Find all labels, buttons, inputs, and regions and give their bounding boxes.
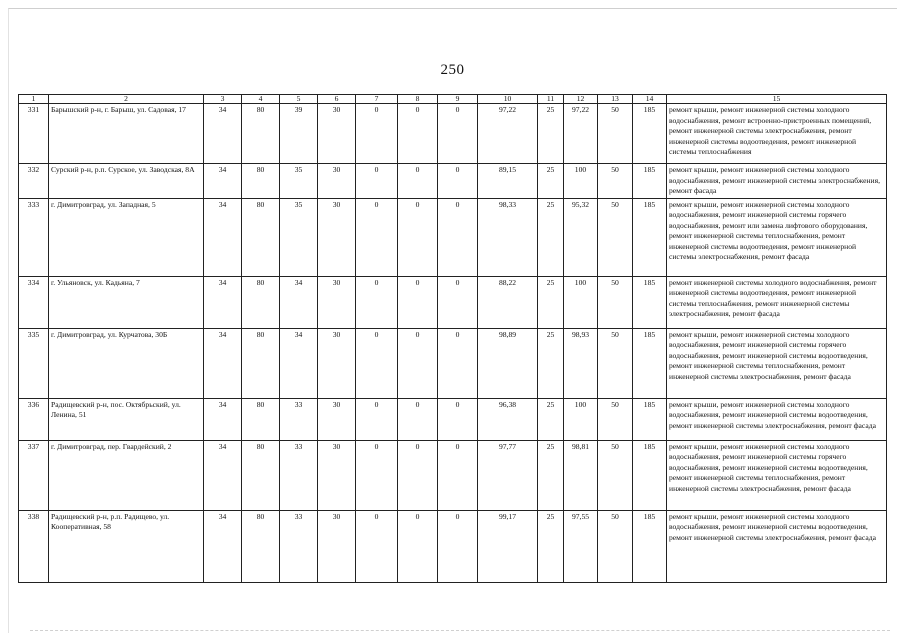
row-number: 337 — [19, 440, 49, 510]
cell-col11: 25 — [538, 398, 564, 440]
row-works: ремонт крыши, ремонт инженерной системы холодного водоснабжения, ремонт инженерной системы водоотведения, ремонт инженерной системы электроснабжения, ремонт фасада — [667, 510, 887, 582]
cell-col4: 80 — [242, 510, 280, 582]
cell-col7: 0 — [356, 164, 398, 199]
cell-col4: 80 — [242, 198, 280, 276]
cell-col10: 98,89 — [478, 328, 538, 398]
column-header: 5 — [280, 95, 318, 104]
cell-col14: 185 — [633, 440, 667, 510]
row-works: ремонт крыши, ремонт инженерной системы холодного водоснабжения, ремонт инженерной системы горячего водоснабжения, ремонт инженерной системы водоотведения, ремонт инженерной системы теплоснабжения, ремонт инженерной системы электроснабжения, ремонт фасада — [667, 328, 887, 398]
cell-col8: 0 — [398, 276, 438, 328]
column-header: 11 — [538, 95, 564, 104]
cell-col8: 0 — [398, 104, 438, 164]
cell-col8: 0 — [398, 510, 438, 582]
cell-col8: 0 — [398, 164, 438, 199]
cell-col10: 99,17 — [478, 510, 538, 582]
column-header: 7 — [356, 95, 398, 104]
cell-col12: 100 — [564, 276, 598, 328]
row-address: Радищевский р-н, р.п. Радищево, ул. Кооперативная, 58 — [49, 510, 204, 582]
row-address: г. Димитровград, пер. Гвардейский, 2 — [49, 440, 204, 510]
cell-col3: 34 — [204, 510, 242, 582]
cell-col12: 100 — [564, 164, 598, 199]
cell-col9: 0 — [438, 510, 478, 582]
cell-col4: 80 — [242, 440, 280, 510]
cell-col3: 34 — [204, 198, 242, 276]
column-header: 1 — [19, 95, 49, 104]
row-works: ремонт крыши, ремонт инженерной системы холодного водоснабжения, ремонт инженерной системы водоотведения, ремонт инженерной системы электроснабжения, ремонт фасада — [667, 398, 887, 440]
cell-col13: 50 — [598, 398, 633, 440]
column-header: 4 — [242, 95, 280, 104]
table-row — [19, 440, 887, 510]
cell-col4: 80 — [242, 104, 280, 164]
cell-col14: 185 — [633, 104, 667, 164]
cell-col3: 34 — [204, 328, 242, 398]
cell-col14: 185 — [633, 276, 667, 328]
column-header: 8 — [398, 95, 438, 104]
cell-col10: 98,33 — [478, 198, 538, 276]
cell-col6: 30 — [318, 398, 356, 440]
table-row — [19, 104, 887, 164]
cell-col9: 0 — [438, 440, 478, 510]
table-row — [19, 398, 887, 440]
row-works: ремонт крыши, ремонт инженерной системы холодного водоснабжения, ремонт встроенно-пристроенных помещений, ремонт инженерной системы электроснабжения, ремонт инженерной системы водоотведения, ремонт инженерной системы теплоснабжения — [667, 104, 887, 164]
cell-col14: 185 — [633, 328, 667, 398]
cell-col10: 89,15 — [478, 164, 538, 199]
row-works: ремонт крыши, ремонт инженерной системы холодного водоснабжения, ремонт инженерной системы электроснабжения, ремонт фасада — [667, 164, 887, 199]
row-works: ремонт крыши, ремонт инженерной системы холодного водоснабжения, ремонт инженерной системы горячего водоснабжения, ремонт инженерной системы водоотведения, ремонт инженерной системы теплоснабжения, ремонт инженерной системы электроснабжения, ремонт фасада — [667, 440, 887, 510]
cell-col4: 80 — [242, 276, 280, 328]
cell-col7: 0 — [356, 104, 398, 164]
cell-col8: 0 — [398, 398, 438, 440]
registry-table — [18, 94, 887, 583]
cell-col6: 30 — [318, 510, 356, 582]
cell-col4: 80 — [242, 398, 280, 440]
cell-col9: 0 — [438, 198, 478, 276]
cell-col13: 50 — [598, 328, 633, 398]
cell-col10: 96,38 — [478, 398, 538, 440]
cell-col13: 50 — [598, 104, 633, 164]
cell-col8: 0 — [398, 198, 438, 276]
cell-col9: 0 — [438, 276, 478, 328]
row-number: 338 — [19, 510, 49, 582]
column-header: 9 — [438, 95, 478, 104]
cell-col7: 0 — [356, 440, 398, 510]
row-number: 336 — [19, 398, 49, 440]
row-address: г. Ульяновск, ул. Кадьяна, 7 — [49, 276, 204, 328]
cell-col5: 33 — [280, 510, 318, 582]
row-number: 333 — [19, 198, 49, 276]
cell-col5: 39 — [280, 104, 318, 164]
cell-col9: 0 — [438, 104, 478, 164]
table-row — [19, 198, 887, 276]
cell-col10: 88,22 — [478, 276, 538, 328]
cell-col6: 30 — [318, 198, 356, 276]
cell-col13: 50 — [598, 440, 633, 510]
cell-col6: 30 — [318, 440, 356, 510]
column-header: 3 — [204, 95, 242, 104]
column-header: 14 — [633, 95, 667, 104]
row-works: ремонт инженерной системы холодного водоснабжения, ремонт инженерной системы водоотведения, ремонт инженерной системы теплоснабжения, ремонт инженерной системы электроснабжения, ремонт фасада — [667, 276, 887, 328]
cell-col3: 34 — [204, 398, 242, 440]
cell-col5: 33 — [280, 398, 318, 440]
cell-col10: 97,77 — [478, 440, 538, 510]
table-row — [19, 164, 887, 199]
column-header: 6 — [318, 95, 356, 104]
cell-col11: 25 — [538, 440, 564, 510]
cell-col8: 0 — [398, 328, 438, 398]
cell-col3: 34 — [204, 440, 242, 510]
cell-col11: 25 — [538, 164, 564, 199]
cell-col6: 30 — [318, 276, 356, 328]
table-row — [19, 276, 887, 328]
row-address: г. Димитровград, ул. Западная, 5 — [49, 198, 204, 276]
cell-col7: 0 — [356, 276, 398, 328]
cell-col6: 30 — [318, 328, 356, 398]
cell-col12: 100 — [564, 398, 598, 440]
cell-col12: 95,32 — [564, 198, 598, 276]
row-address: г. Димитровград, ул. Курчатова, 30Б — [49, 328, 204, 398]
row-number: 332 — [19, 164, 49, 199]
cell-col3: 34 — [204, 276, 242, 328]
cell-col5: 34 — [280, 328, 318, 398]
cell-col5: 35 — [280, 164, 318, 199]
column-header: 10 — [478, 95, 538, 104]
cell-col7: 0 — [356, 510, 398, 582]
cell-col12: 98,93 — [564, 328, 598, 398]
row-address: Барышский р-н, г. Барыш, ул. Садовая, 17 — [49, 104, 204, 164]
cell-col13: 50 — [598, 510, 633, 582]
cell-col5: 33 — [280, 440, 318, 510]
cell-col13: 50 — [598, 198, 633, 276]
column-header: 13 — [598, 95, 633, 104]
page-number: 250 — [440, 62, 465, 78]
cell-col10: 97,22 — [478, 104, 538, 164]
cell-col9: 0 — [438, 328, 478, 398]
cell-col5: 34 — [280, 276, 318, 328]
cell-col11: 25 — [538, 510, 564, 582]
cell-col13: 50 — [598, 164, 633, 199]
cell-col4: 80 — [242, 328, 280, 398]
cell-col12: 98,81 — [564, 440, 598, 510]
column-header: 15 — [667, 95, 887, 104]
cell-col4: 80 — [242, 164, 280, 199]
cell-col14: 185 — [633, 198, 667, 276]
cell-col14: 185 — [633, 510, 667, 582]
cell-col12: 97,22 — [564, 104, 598, 164]
cell-col8: 0 — [398, 440, 438, 510]
row-address: Сурский р-н, р.п. Сурское, ул. Заводская, 8А — [49, 164, 204, 199]
row-number: 335 — [19, 328, 49, 398]
cell-col14: 185 — [633, 398, 667, 440]
cell-col9: 0 — [438, 398, 478, 440]
header-row — [19, 95, 887, 104]
row-works: ремонт крыши, ремонт инженерной системы холодного водоснабжения, ремонт инженерной системы горячего водоснабжения, ремонт или замена лифтового оборудования, ремонт инженерной системы теплоснабжения, ремонт инженерной системы водоотведения, ремонт инженерной системы электроснабжения, ремонт фасада — [667, 198, 887, 276]
column-header: 12 — [564, 95, 598, 104]
scan-artifact-line — [30, 630, 890, 631]
column-header: 2 — [49, 95, 204, 104]
cell-col9: 0 — [438, 164, 478, 199]
cell-col6: 30 — [318, 104, 356, 164]
cell-col11: 25 — [538, 198, 564, 276]
row-number: 331 — [19, 104, 49, 164]
cell-col3: 34 — [204, 164, 242, 199]
cell-col11: 25 — [538, 276, 564, 328]
row-address: Радищевский р-н, пос. Октябрьский, ул. Ленина, 51 — [49, 398, 204, 440]
row-number: 334 — [19, 276, 49, 328]
cell-col14: 185 — [633, 164, 667, 199]
table-row — [19, 510, 887, 582]
cell-col11: 25 — [538, 328, 564, 398]
cell-col11: 25 — [538, 104, 564, 164]
cell-col7: 0 — [356, 198, 398, 276]
cell-col13: 50 — [598, 276, 633, 328]
cell-col5: 35 — [280, 198, 318, 276]
cell-col7: 0 — [356, 398, 398, 440]
cell-col7: 0 — [356, 328, 398, 398]
cell-col12: 97,55 — [564, 510, 598, 582]
cell-col6: 30 — [318, 164, 356, 199]
table-row — [19, 328, 887, 398]
cell-col3: 34 — [204, 104, 242, 164]
